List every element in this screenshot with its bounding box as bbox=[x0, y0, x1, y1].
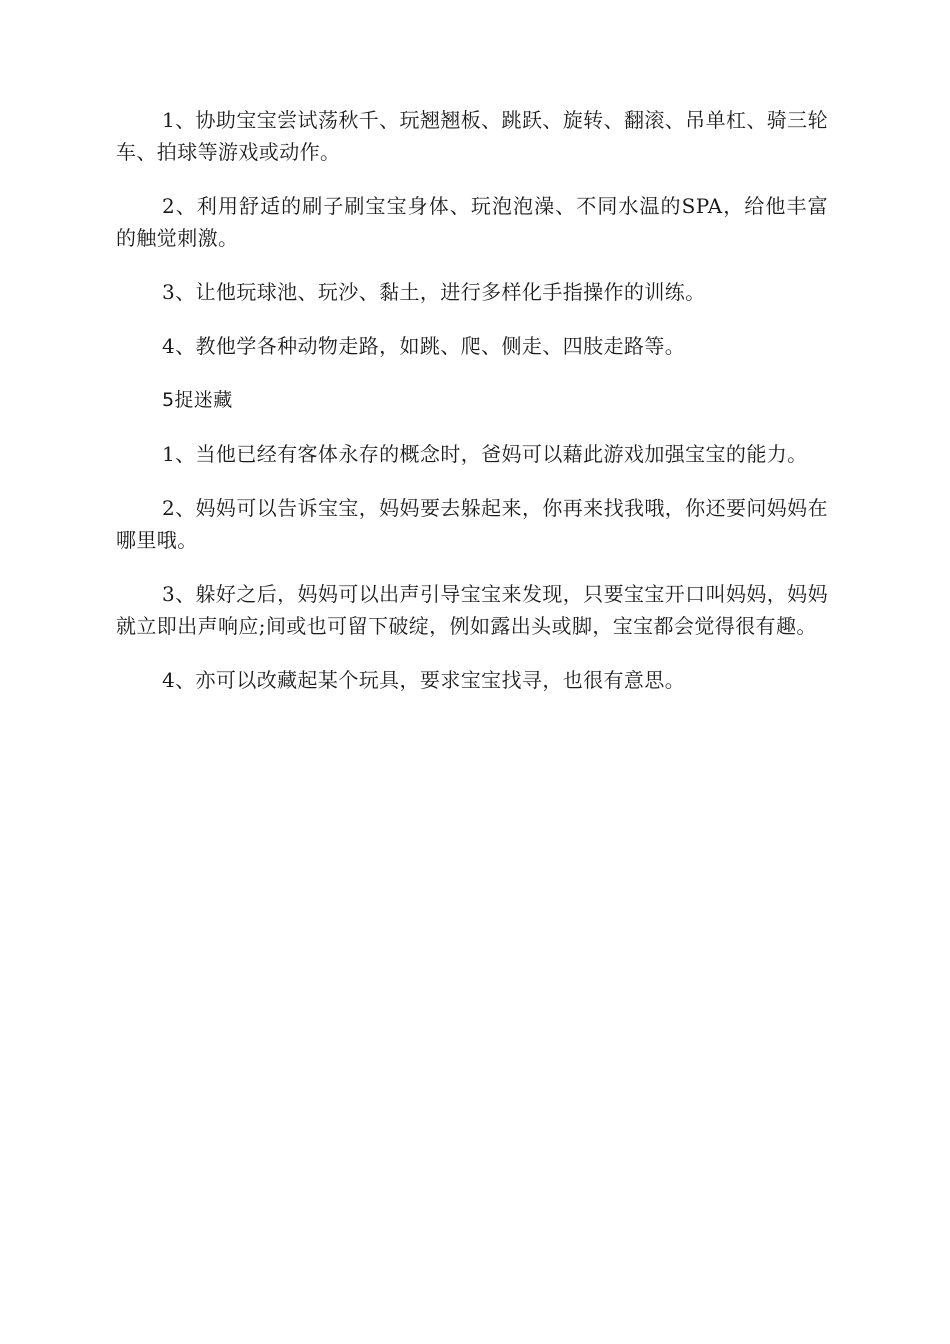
paragraph-hide-seek-4: 4、亦可以改藏起某个玩具，要求宝宝找寻，也很有意思。 bbox=[162, 668, 686, 692]
paragraph-activity-2: 2、利用舒适的刷子刷宝宝身体、玩泡泡澡、不同水温的SPA，给他丰富的触觉刺激。 bbox=[116, 194, 828, 250]
section-heading-hide-and-seek: 5捉迷藏 bbox=[162, 389, 233, 411]
paragraph-hide-seek-2: 2、妈妈可以告诉宝宝，妈妈要去躲起来，你再来找我哦，你还要问妈妈在哪里哦。 bbox=[116, 496, 828, 552]
paragraph-activity-3: 3、让他玩球池、玩沙、黏土，进行多样化手指操作的训练。 bbox=[162, 280, 706, 304]
paragraph-hide-seek-1: 1、当他已经有客体永存的概念时，爸妈可以藉此游戏加强宝宝的能力。 bbox=[162, 442, 808, 466]
paragraph-hide-seek-3: 3、躲好之后，妈妈可以出声引导宝宝来发现，只要宝宝开口叫妈妈，妈妈就立即出声响应;间或也可留下破绽，例如露出头或脚，宝宝都会觉得很有趣。 bbox=[116, 582, 828, 638]
document-body bbox=[116, 104, 828, 718]
paragraph-activity-1: 1、协助宝宝尝试荡秋千、玩翘翘板、跳跃、旋转、翻滚、吊单杠、骑三轮车、拍球等游戏或动作。 bbox=[116, 108, 828, 164]
paragraph-activity-4: 4、教他学各种动物走路，如跳、爬、侧走、四肢走路等。 bbox=[162, 334, 686, 358]
